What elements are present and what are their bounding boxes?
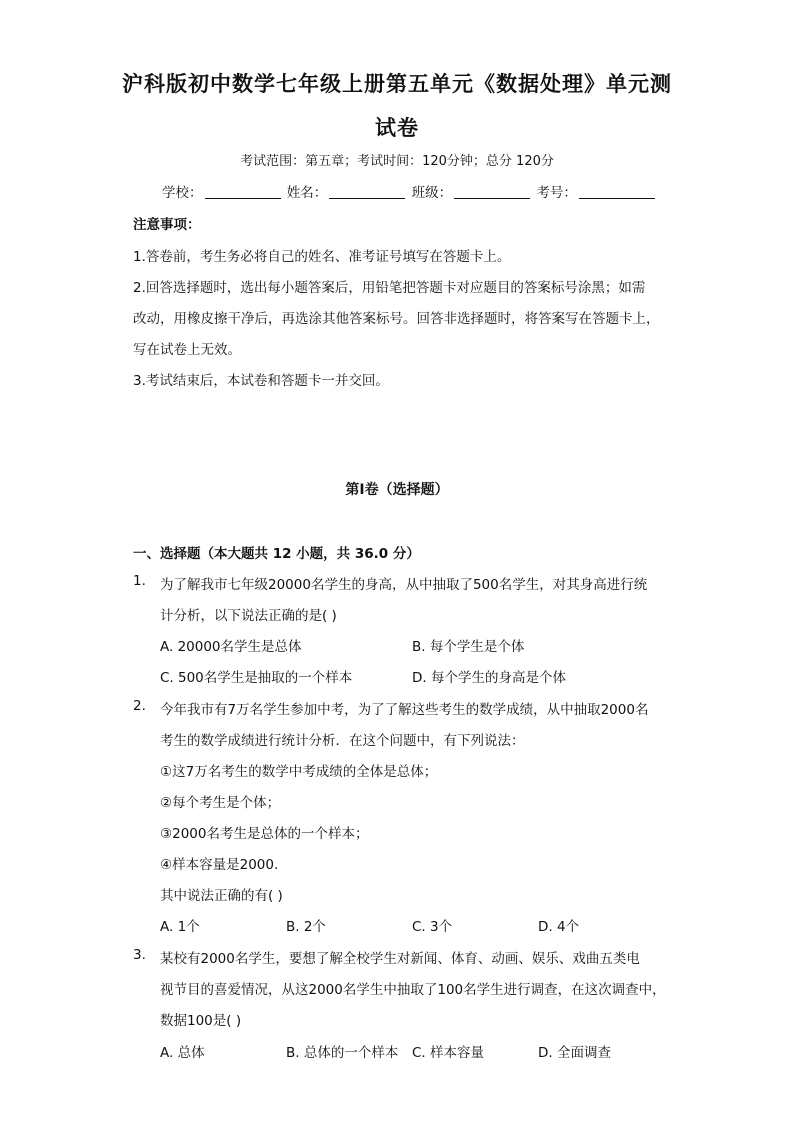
name-blank — [329, 186, 405, 199]
class-blank — [454, 186, 530, 199]
statement: ③2000名考生是总体的一个样本； — [160, 826, 369, 842]
question-text: 视节目的喜爱情况，从这2000名学生中抽取了100名学生进行调查，在这次调查中， — [160, 982, 666, 998]
option-a: A. 20000名学生是总体 — [160, 639, 302, 655]
option-b: B. 每个学生是个体 — [412, 639, 525, 655]
option-b: B. 总体的一个样本 — [286, 1045, 399, 1061]
exam-title-line1: 沪科版初中数学七年级上册第五单元《数据处理》单元测 — [122, 72, 672, 96]
option-b: B. 2个 — [286, 919, 326, 935]
option-d: D. 4个 — [538, 919, 580, 935]
statement: ①这7万名考生的数学中考成绩的全体是总体； — [160, 764, 438, 780]
notice-line: 写在试卷上无效。 — [133, 342, 241, 358]
school-label: 学校： — [162, 185, 203, 201]
option-d: D. 每个学生的身高是个体 — [412, 670, 566, 686]
notice-heading: 注意事项： — [133, 217, 201, 233]
option-c: C. 500名学生是抽取的一个样本 — [160, 670, 353, 686]
class-label: 班级： — [411, 185, 453, 201]
question-text: 计分析，以下说法正确的是( ) — [160, 608, 337, 624]
option-c: C. 样本容量 — [412, 1045, 485, 1061]
question-text: 为了解我市七年级20000名学生的身高，从中抽取了500名学生，对其身高进行统 — [160, 577, 648, 593]
exam-info: 考试范围：第五章；考试时间：120分钟；总分 120分 — [240, 154, 554, 169]
statement: ④样本容量是2000. — [160, 857, 279, 873]
notice-line: 2.回答选择题时，选出每小题答案后，用铅笔把答题卡对应题目的答案标号涂黑；如需 — [133, 280, 646, 296]
question-text: 其中说法正确的有( ) — [160, 888, 283, 904]
notice-line: 3.考试结束后，本试卷和答题卡一并交回。 — [133, 373, 389, 389]
number-blank — [579, 186, 655, 199]
question-text: 数据100是( ) — [160, 1013, 242, 1029]
question-number: 1. — [133, 573, 146, 589]
option-d: D. 全面调查 — [538, 1045, 611, 1061]
question-text: 今年我市有7万名学生参加中考，为了了解这些考生的数学成绩，从中抽取2000名 — [160, 702, 649, 718]
question-number: 3. — [133, 947, 146, 963]
notice-line: 改动，用橡皮擦干净后，再选涂其他答案标号。回答非选择题时，将答案写在答题卡上， — [133, 311, 660, 327]
section-title: 第Ⅰ卷（选择题） — [345, 482, 449, 498]
name-label: 姓名： — [286, 185, 328, 201]
option-c: C. 3个 — [412, 919, 453, 935]
exam-title-line2: 试卷 — [375, 116, 419, 140]
option-a: A. 总体 — [160, 1045, 205, 1061]
number-label: 考号： — [536, 185, 577, 201]
question-text: 某校有2000名学生，要想了解全校学生对新闻、体育、动画、娱乐、戏曲五类电 — [160, 951, 640, 967]
statement: ②每个考生是个体； — [160, 795, 281, 811]
school-blank — [205, 186, 281, 199]
question-text: 考生的数学成绩进行统计分析．在这个问题中，有下列说法： — [160, 733, 525, 749]
student-fields — [162, 181, 657, 201]
notice-line: 1.答卷前，考生务必将自己的姓名、准考证号填写在答题卡上。 — [133, 249, 511, 265]
option-a: A. 1个 — [160, 919, 200, 935]
part-heading: 一、选择题（本大题共 12 小题，共 36.0 分） — [133, 546, 420, 562]
question-number: 2. — [133, 698, 146, 714]
